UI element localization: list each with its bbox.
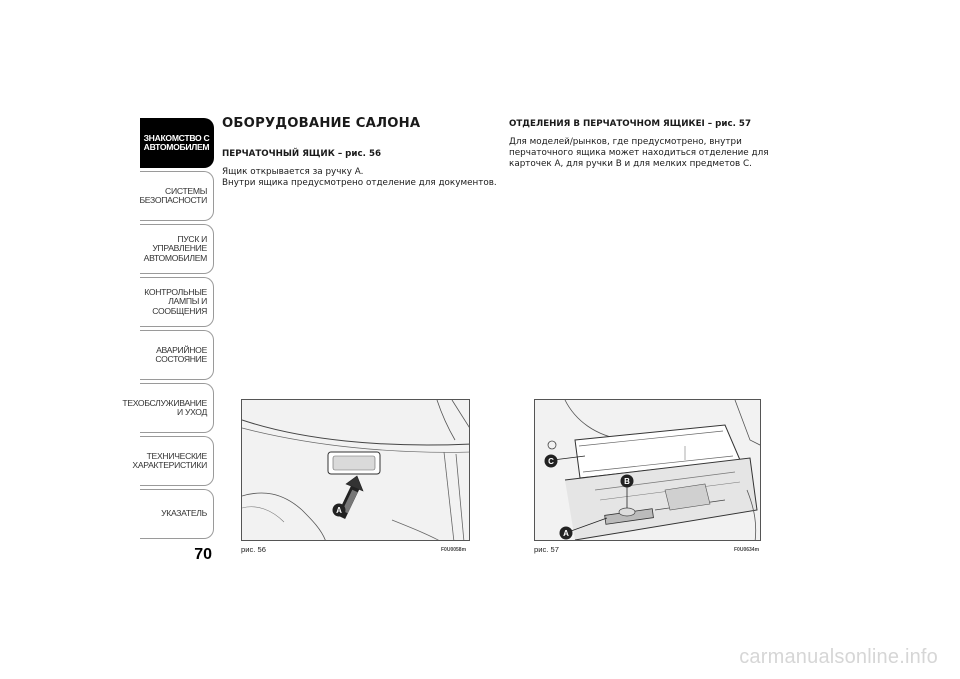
tab-warning-lights[interactable]: КОНТРОЛЬНЫЕ ЛАМПЫ И СООБЩЕНИЯ [140, 277, 214, 327]
figure-56-caption: рис. 56 [241, 545, 266, 554]
compartments-title: ОТДЕЛЕНИЯ В ПЕРЧАТОЧНОМ ЯЩИКЕI – рис. 57 [509, 119, 752, 129]
tab-emergency[interactable]: АВАРИЙНОЕ СОСТОЯНИЕ [140, 330, 214, 380]
watermark: carmanualsonline.info [739, 646, 938, 668]
figure-56-marker-a: A [336, 506, 342, 515]
figure-57-compartments [534, 399, 761, 541]
tab-intro[interactable]: ЗНАКОМСТВО С АВТОМОБИЛЕМ [140, 118, 214, 168]
tab-safety[interactable]: СИСТЕМЫ БЕЗОПАСНОСТИ [140, 171, 214, 221]
glovebox-line-1: Ящик открывается за ручку A. [222, 167, 364, 177]
figure-56-code: F0U0058m [441, 547, 467, 553]
right-column [509, 119, 769, 171]
left-column [222, 116, 502, 189]
glovebox-title: ПЕРЧАТОЧНЫЙ ЯЩИК – рис. 56 [222, 149, 382, 159]
figure-57-marker-a: A [563, 529, 569, 538]
tab-start-drive[interactable]: ПУСК И УПРАВЛЕНИЕ АВТОМОБИЛЕМ [140, 224, 214, 274]
page-number: 70 [194, 546, 212, 563]
compartments-line-1: Для моделей/рынков, где предусмотрено, внутри [509, 137, 742, 147]
figure-57-code: F0U0634m [734, 547, 760, 553]
glovebox-line-2: Внутри ящика предусмотрено отделение для документов. [222, 178, 497, 189]
compartments-line-2: перчаточного ящика может находиться отделение для [509, 148, 769, 159]
tab-maintenance[interactable]: ТЕХОБСЛУЖИВАНИЕ И УХОД [140, 383, 214, 433]
figure-56-glovebox [241, 399, 470, 541]
section-title: ОБОРУДОВАНИЕ САЛОНА [222, 116, 421, 131]
figure-57-marker-c: C [548, 457, 554, 466]
tab-specifications[interactable]: ТЕХНИЧЕСКИЕ ХАРАКТЕРИСТИКИ [140, 436, 214, 486]
chapter-tabs [122, 118, 214, 542]
compartments-line-3: карточек A, для ручки B и для мелких предметов C. [509, 159, 752, 170]
figure-57-caption: рис. 57 [534, 545, 559, 554]
tab-index[interactable]: УКАЗАТЕЛЬ [140, 489, 214, 539]
figure-57-marker-b: B [624, 477, 630, 486]
